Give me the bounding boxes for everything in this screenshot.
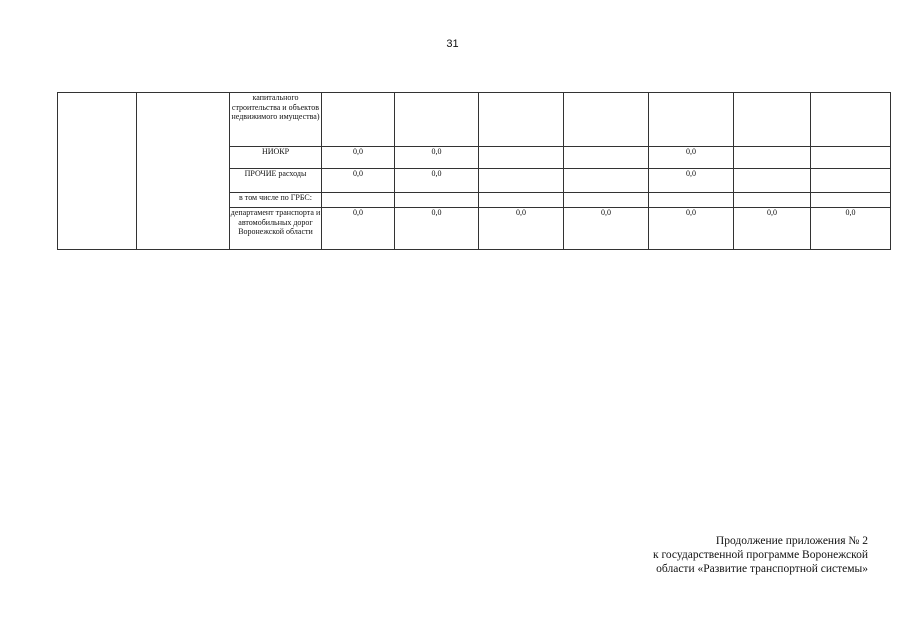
value-cell: 0,0	[322, 147, 395, 169]
value-cell: 0,0	[322, 208, 395, 250]
appendix-caption	[653, 534, 868, 576]
row-label: капитального строительства и объектов недвижимого имущества)	[230, 93, 322, 147]
program-name-cell	[137, 93, 230, 250]
value-cell: 0,0	[479, 208, 564, 250]
value-cell: 0,0	[322, 169, 395, 193]
appendix-caption-line: области «Развитие транспортной системы»	[656, 563, 868, 575]
value-cell	[734, 169, 811, 193]
value-cell: 0,0	[734, 208, 811, 250]
value-cell	[734, 193, 811, 208]
budget-table	[57, 92, 891, 250]
row-label: НИОКР	[230, 147, 322, 169]
value-cell	[479, 169, 564, 193]
value-cell: 0,0	[395, 208, 479, 250]
value-cell: 0,0	[811, 208, 891, 250]
value-cell	[564, 93, 649, 147]
value-cell: 0,0	[395, 147, 479, 169]
value-cell	[322, 93, 395, 147]
appendix-caption-line: к государственной программе Воронежской	[653, 549, 868, 561]
value-cell	[322, 193, 395, 208]
value-cell	[479, 193, 564, 208]
number-cell	[58, 93, 137, 250]
row-label: в том числе по ГРБС:	[230, 193, 322, 208]
value-cell	[564, 193, 649, 208]
row-label: ПРОЧИЕ расходы	[230, 169, 322, 193]
value-cell: 0,0	[564, 208, 649, 250]
value-cell: 0,0	[649, 169, 734, 193]
value-cell	[564, 147, 649, 169]
value-cell	[811, 147, 891, 169]
value-cell	[811, 193, 891, 208]
table-row	[58, 93, 891, 147]
value-cell	[479, 93, 564, 147]
value-cell	[564, 169, 649, 193]
appendix-caption-line: Продолжение приложения № 2	[715, 535, 868, 547]
value-cell	[811, 93, 891, 147]
value-cell	[649, 193, 734, 208]
value-cell	[811, 169, 891, 193]
value-cell: 0,0	[649, 147, 734, 169]
value-cell	[734, 93, 811, 147]
value-cell	[395, 193, 479, 208]
row-label: департамент транспорта и автомобильных дорог Воронежской области	[230, 208, 322, 250]
page-number: 31	[446, 38, 459, 50]
value-cell	[734, 147, 811, 169]
value-cell	[649, 93, 734, 147]
value-cell: 0,0	[649, 208, 734, 250]
value-cell	[395, 93, 479, 147]
value-cell: 0,0	[395, 169, 479, 193]
value-cell	[479, 147, 564, 169]
